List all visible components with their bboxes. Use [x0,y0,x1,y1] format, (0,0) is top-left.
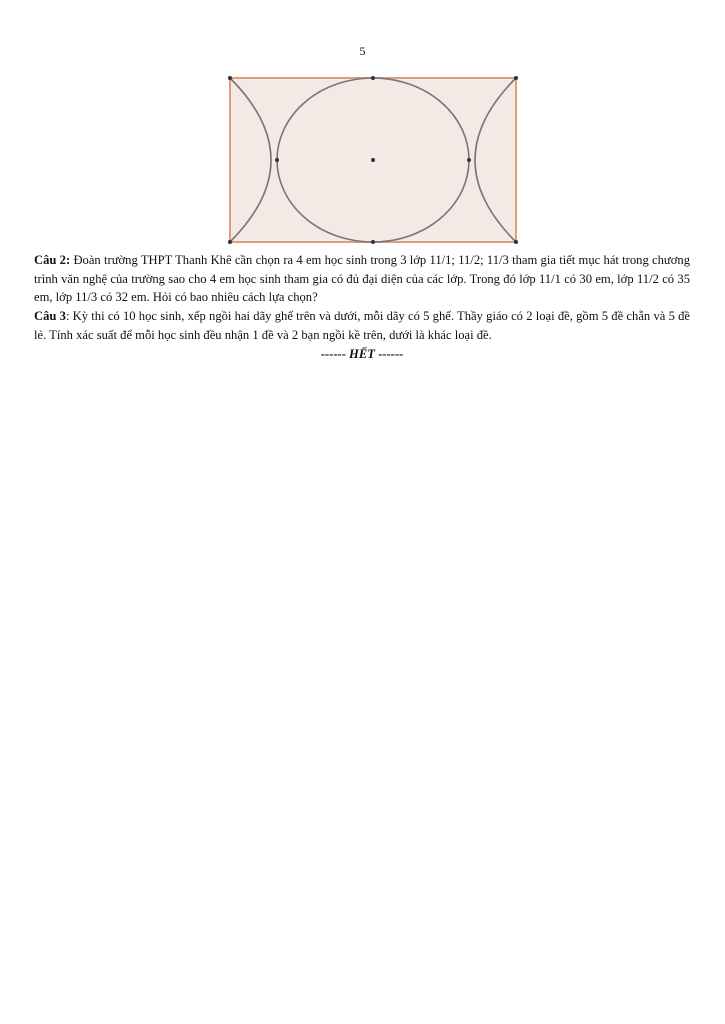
end-mark [34,345,690,364]
end-mark-left: ------ [320,346,350,361]
bottom-midpoint [371,240,375,244]
center-point [371,158,375,162]
question-3-label: Câu 3 [34,309,66,324]
end-mark-word: HẾT [349,346,375,361]
end-mark-right: ------ [374,346,404,361]
question-3-text: : Kỳ thi có 10 học sinh, xếp ngồi hai dãy ghế trên và dưới, mỗi dãy có 5 ghế. Thầy giáo có 2 loại đề, gồm 5 đề chẵn và 5 đề lẻ. Tính xác suất để mỗi học sinh đều nhận 1 đề và 2 bạn ngồi kề trên, dưới là khác loại đề. [34,309,690,342]
question-3 [34,307,690,344]
corner-point-top-right [514,76,518,80]
corner-point-bottom-right [514,240,518,244]
geometry-figure [226,74,520,246]
right-tangent-point [467,158,471,162]
left-tangent-point [275,158,279,162]
question-content [34,251,690,363]
question-2 [34,251,690,307]
question-2-label: Câu 2: [34,253,71,267]
top-midpoint [371,76,375,80]
question-2-text: Đoàn trường THPT Thanh Khê cần chọn ra 4 em học sinh trong 3 lớp 11/1; 11/2; 11/3 tham gia tiết mục hát trong chương trình văn nghệ của trường sao cho 4 em học sinh tham gia có đủ đại diện của các lớp. Trong đó lớp 11/1 có 30 em, lớp 11/2 có 35 em, lớp 11/3 có 32 em. Hỏi có bao nhiêu cách lựa chọn? [34,253,690,305]
corner-point-bottom-left [228,240,232,244]
page-number: 5 [359,44,366,58]
corner-point-top-left [228,76,232,80]
